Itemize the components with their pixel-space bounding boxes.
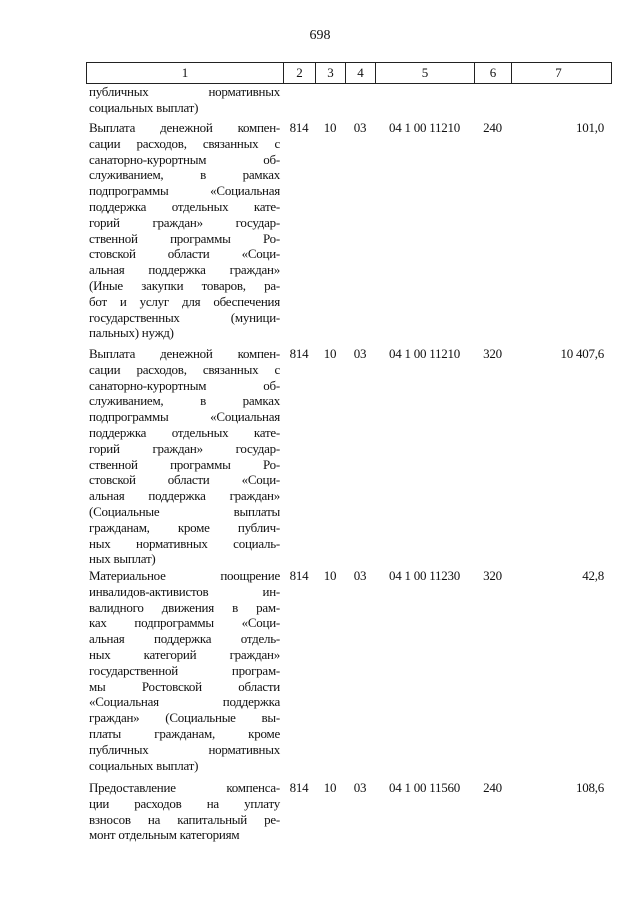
description-line: ных выплат) (89, 551, 156, 567)
description-line: пальных) нужд) (89, 325, 174, 341)
header-col-1: 1 (87, 63, 284, 83)
description-line: государственных (муници- (89, 309, 280, 325)
description-line: ции расходов на уплату (89, 795, 280, 811)
description-line: горий граждан» государ- (89, 440, 280, 456)
table-header (86, 62, 612, 84)
row-col-5: 04 1 00 11230 (388, 568, 461, 583)
row-description (86, 120, 283, 346)
description-line: социальных выплат) (89, 99, 199, 115)
description-line: взносов на капитальный ре- (89, 811, 280, 827)
description-line: служиванием, в рамках (89, 167, 280, 183)
description-line: платы гражданам, кроме (89, 725, 280, 741)
row-col-4: 03 (353, 780, 367, 795)
row-col-5: 04 1 00 11210 (388, 120, 461, 135)
table-row-continuation (86, 84, 610, 120)
description-line: бот и услуг для обеспечения (89, 293, 280, 309)
description-line: мы Ростовской области (89, 678, 280, 694)
row-description (86, 780, 283, 860)
row-description (86, 568, 283, 780)
row-col-5: 04 1 00 11560 (388, 780, 461, 795)
row-col-5: 04 1 00 11210 (388, 346, 461, 361)
description-line: Выплата денежной компен- (89, 346, 280, 361)
table-row (86, 120, 610, 346)
description-line: ных нормативных социаль- (89, 535, 280, 551)
description-line: служиванием, в рамках (89, 393, 280, 409)
description-line: социальных выплат) (89, 757, 199, 773)
description-line: граждан» (Социальные вы- (89, 710, 280, 726)
description-line: подпрограммы «Социальная (89, 183, 280, 199)
description-line: альная поддержка отдель- (89, 631, 280, 647)
description-line: валидного движения в рам- (89, 599, 280, 615)
row-col-4: 03 (353, 346, 367, 361)
description-line: «Социальная поддержка (89, 694, 280, 710)
row-col-2: 814 (289, 120, 309, 135)
description-line: Материальное поощрение (89, 568, 280, 583)
description-line: инвалидов-активистов ин- (89, 583, 280, 599)
row-col-3: 10 (323, 780, 337, 795)
table-row (86, 346, 610, 568)
description-line: (Социальные выплаты (89, 503, 280, 519)
row-description (86, 84, 283, 120)
row-col-6: 240 (483, 780, 502, 795)
header-col-4: 4 (346, 63, 376, 83)
description-line: санаторно-курортным об- (89, 151, 280, 167)
description-line: сации расходов, связанных с (89, 361, 280, 377)
row-col-7: 42,8 (582, 568, 604, 583)
description-line: санаторно-курортным об- (89, 377, 280, 393)
row-col-3: 10 (323, 346, 337, 361)
row-col-2: 814 (289, 780, 309, 795)
description-line: альная поддержка граждан» (89, 262, 280, 278)
description-line: ках подпрограммы «Соци- (89, 615, 280, 631)
description-line: (Иные закупки товаров, ра- (89, 277, 280, 293)
description-line: ственной программы Ро- (89, 456, 280, 472)
description-line: стовской области «Соци- (89, 472, 280, 488)
row-col-7: 101,0 (576, 120, 604, 135)
table-row (86, 780, 610, 860)
row-col-3: 10 (323, 120, 337, 135)
row-description (86, 346, 283, 568)
description-line: монт отдельным категориям (89, 827, 240, 843)
row-col-7: 108,6 (576, 780, 604, 795)
description-line: публичных нормативных (89, 741, 280, 757)
row-col-4: 03 (353, 120, 367, 135)
row-col-6: 320 (483, 568, 502, 583)
row-col-7: 10 407,6 (560, 346, 604, 361)
description-line: горий граждан» государ- (89, 214, 280, 230)
row-col-2: 814 (289, 346, 309, 361)
row-col-2: 814 (289, 568, 309, 583)
description-line: государственной програм- (89, 662, 280, 678)
table-row (86, 568, 610, 780)
header-col-2: 2 (284, 63, 316, 83)
row-col-6: 320 (483, 346, 502, 361)
row-col-3: 10 (323, 568, 337, 583)
description-line: публичных нормативных (89, 84, 280, 99)
row-col-6: 240 (483, 120, 502, 135)
header-col-6: 6 (475, 63, 512, 83)
description-line: поддержка отдельных кате- (89, 424, 280, 440)
description-line: ных категорий граждан» (89, 646, 280, 662)
description-line: подпрограммы «Социальная (89, 409, 280, 425)
description-line: сации расходов, связанных с (89, 135, 280, 151)
table-body (86, 84, 610, 860)
description-line: поддержка отдельных кате- (89, 198, 280, 214)
description-line: стовской области «Соци- (89, 246, 280, 262)
description-line: Предоставление компенса- (89, 780, 280, 795)
header-col-7: 7 (555, 65, 562, 80)
description-line: гражданам, кроме публич- (89, 519, 280, 535)
page-number: 698 (309, 28, 331, 43)
row-col-4: 03 (353, 568, 367, 583)
description-line: ственной программы Ро- (89, 230, 280, 246)
description-line: альная поддержка граждан» (89, 488, 280, 504)
description-line: Выплата денежной компен- (89, 120, 280, 135)
header-col-3: 3 (316, 63, 346, 83)
header-col-5: 5 (376, 63, 475, 83)
